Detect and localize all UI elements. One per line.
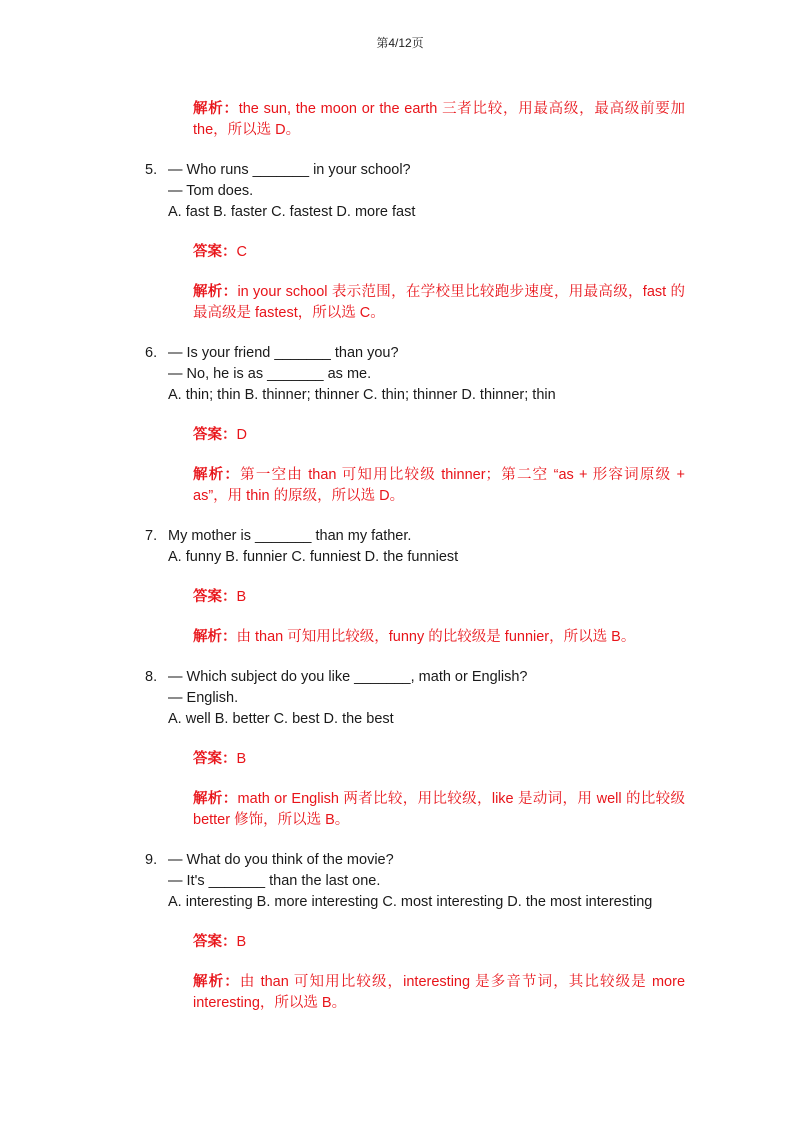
question-line: My mother is _______ than my father. bbox=[168, 528, 412, 544]
explanation bbox=[193, 465, 685, 507]
answer-label: 答案： bbox=[193, 751, 237, 767]
question-number: 9. bbox=[145, 852, 158, 868]
answer-label: 答案： bbox=[193, 589, 237, 605]
explanation-label: 解析： bbox=[193, 467, 241, 483]
explanation-text: 由 than 可知用比较级，funny 的比较级是 funnier，所以选 B。 bbox=[236, 629, 636, 645]
explanation bbox=[193, 627, 685, 648]
answer-value: B bbox=[236, 589, 247, 605]
explanation-q4 bbox=[193, 99, 685, 141]
question-number: 6. bbox=[145, 345, 158, 361]
answer-value: B bbox=[236, 934, 247, 950]
answer-value: D bbox=[236, 427, 247, 443]
explanation-label: 解析： bbox=[193, 974, 240, 990]
question-number: 5. bbox=[145, 162, 158, 178]
question-line: — Tom does. bbox=[168, 183, 254, 199]
question-block bbox=[145, 507, 685, 648]
question bbox=[145, 526, 685, 568]
question-options: A. thin; thin B. thinner; thinner C. thin; thinner D. thinner; thin bbox=[168, 387, 556, 403]
question-options: A. fast B. faster C. fastest D. more fast bbox=[168, 204, 416, 220]
question-line: — English. bbox=[168, 690, 239, 706]
answer-label: 答案： bbox=[193, 934, 237, 950]
question-list bbox=[145, 141, 685, 1014]
document-body bbox=[145, 99, 685, 1014]
answer-label: 答案： bbox=[193, 244, 237, 260]
explanation-text: 由 than 可知用比较级，interesting 是多音节词，其比较级是 more interesting，所以选 B。 bbox=[193, 974, 686, 1011]
question bbox=[145, 850, 685, 913]
explanation-label: 解析： bbox=[193, 791, 238, 807]
explanation-text: math or English 两者比较，用比较级，like 是动词，用 well 的比较级 better 修饰，所以选 B。 bbox=[193, 791, 685, 828]
explanation bbox=[193, 282, 685, 324]
question-options: A. well B. better C. best D. the best bbox=[168, 711, 394, 727]
question-block bbox=[145, 648, 685, 831]
explanation-label: 解析： bbox=[193, 101, 239, 117]
question-line: — Is your friend _______ than you? bbox=[168, 345, 399, 361]
question-options: A. funny B. funnier C. funniest D. the funniest bbox=[168, 549, 459, 565]
answer-value: B bbox=[236, 751, 247, 767]
explanation bbox=[193, 972, 685, 1014]
explanation-text: in your school 表示范围，在学校里比较跑步速度，用最高级，fast 的最高级是 fastest，所以选 C。 bbox=[193, 284, 686, 321]
explanation-label: 解析： bbox=[193, 629, 237, 645]
answer bbox=[193, 425, 685, 446]
question-line: — Which subject do you like _______, math or English? bbox=[168, 669, 528, 685]
question-line: — Who runs _______ in your school? bbox=[168, 162, 411, 178]
question-line: — It's _______ than the last one. bbox=[168, 873, 381, 889]
explanation-text: the sun, the moon or the earth 三者比较，用最高级，最高级前要加 the，所以选 D。 bbox=[193, 101, 685, 138]
explanation-text: 第一空由 than 可知用比较级 thinner；第二空 “as + 形容词原级 + as”，用 thin 的原级，所以选 D。 bbox=[193, 467, 685, 504]
question-block bbox=[145, 831, 685, 1014]
question bbox=[145, 343, 685, 406]
question-line: — No, he is as _______ as me. bbox=[168, 366, 372, 382]
question-options: A. interesting B. more interesting C. most interesting D. the most interesting bbox=[168, 894, 653, 910]
question-block bbox=[145, 141, 685, 324]
question-number: 8. bbox=[145, 669, 158, 685]
explanation-label: 解析： bbox=[193, 284, 238, 300]
question bbox=[145, 160, 685, 223]
explanation bbox=[193, 789, 685, 831]
answer bbox=[193, 749, 685, 770]
question-line: — What do you think of the movie? bbox=[168, 852, 394, 868]
answer bbox=[193, 932, 685, 953]
answer-value: C bbox=[236, 244, 247, 260]
question-number: 7. bbox=[145, 528, 158, 544]
answer bbox=[193, 587, 685, 608]
question-block bbox=[145, 324, 685, 507]
page-number: 第4/12页 bbox=[376, 36, 424, 50]
question bbox=[145, 667, 685, 730]
answer-label: 答案： bbox=[193, 427, 237, 443]
answer bbox=[193, 242, 685, 263]
